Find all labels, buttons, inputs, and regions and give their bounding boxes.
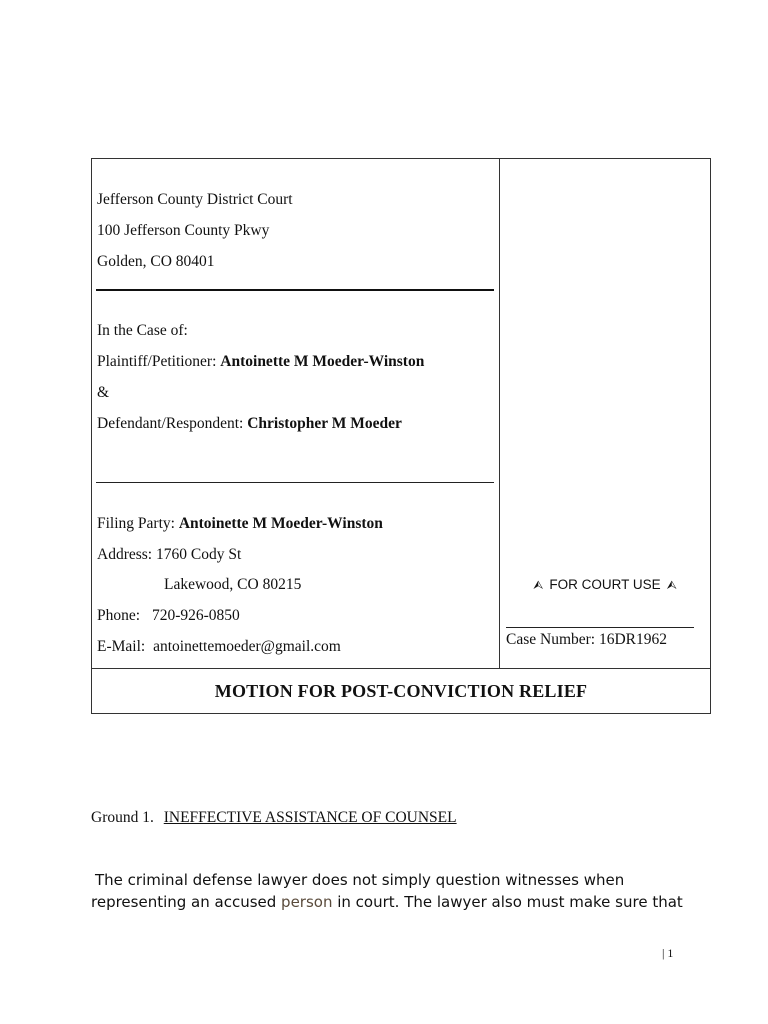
address-street: 1760 Cody St bbox=[155, 546, 242, 563]
case-number-value: 16DR1962 bbox=[598, 631, 668, 648]
caption-left-column bbox=[92, 159, 500, 668]
body-line-1: The criminal defense lawyer does not simply question witnesses when bbox=[95, 871, 625, 889]
case-number-line bbox=[506, 631, 667, 649]
ground-line bbox=[91, 809, 457, 827]
email-line bbox=[97, 637, 341, 657]
case-divider bbox=[96, 482, 494, 483]
defendant-name: Christopher M Moeder bbox=[247, 415, 402, 432]
address-label: Address: bbox=[97, 546, 153, 563]
court-use-label bbox=[508, 577, 702, 593]
case-intro: In the Case of: bbox=[97, 322, 188, 339]
phone-number: 720-926-0850 bbox=[151, 607, 240, 624]
body-line-2-start: representing an accused bbox=[91, 893, 282, 911]
filing-party-line bbox=[97, 514, 383, 534]
email-label: E-Mail: bbox=[97, 638, 146, 655]
party-ampersand: & bbox=[97, 384, 110, 401]
plaintiff-name: Antoinette M Moeder-Winston bbox=[220, 353, 425, 370]
plaintiff-line bbox=[97, 352, 424, 372]
phone-label: Phone: bbox=[97, 607, 141, 624]
plaintiff-label: Plaintiff/Petitioner: bbox=[97, 353, 217, 370]
court-street: 100 Jefferson County Pkwy bbox=[97, 222, 270, 239]
body-line-2 bbox=[91, 891, 691, 913]
email-address: antoinettemoeder@gmail.com bbox=[153, 638, 341, 655]
court-name: Jefferson County District Court bbox=[97, 191, 293, 208]
body-paragraph bbox=[91, 869, 691, 913]
address-line bbox=[97, 545, 241, 565]
ground-label: Ground 1. bbox=[91, 809, 154, 826]
document-title: MOTION FOR POST-CONVICTION RELIEF bbox=[92, 668, 710, 713]
case-number-label: Case Number: bbox=[506, 631, 596, 648]
court-use-divider bbox=[506, 627, 694, 628]
person-link[interactable]: person bbox=[281, 893, 333, 911]
body-line-2-end: in court. The lawyer also must make sure that bbox=[332, 893, 683, 911]
ground-heading: INEFFECTIVE ASSISTANCE OF COUNSEL bbox=[163, 809, 457, 826]
up-arrow-icon: ⮙ bbox=[666, 578, 677, 592]
case-caption-box bbox=[91, 158, 711, 714]
up-arrow-icon: ⮙ bbox=[533, 578, 544, 592]
court-city: Golden, CO 80401 bbox=[97, 253, 215, 270]
address-city: Lakewood, CO 80215 bbox=[164, 576, 302, 593]
defendant-line bbox=[97, 414, 402, 434]
court-divider bbox=[96, 289, 494, 291]
caption-right-column bbox=[500, 159, 710, 668]
page-number: | 1 bbox=[662, 946, 674, 960]
court-use-text: FOR COURT USE bbox=[549, 577, 661, 592]
defendant-label: Defendant/Respondent: bbox=[97, 415, 244, 432]
phone-line bbox=[97, 606, 240, 626]
filing-party-label: Filing Party: bbox=[97, 515, 175, 532]
filing-party-name: Antoinette M Moeder-Winston bbox=[178, 515, 383, 532]
